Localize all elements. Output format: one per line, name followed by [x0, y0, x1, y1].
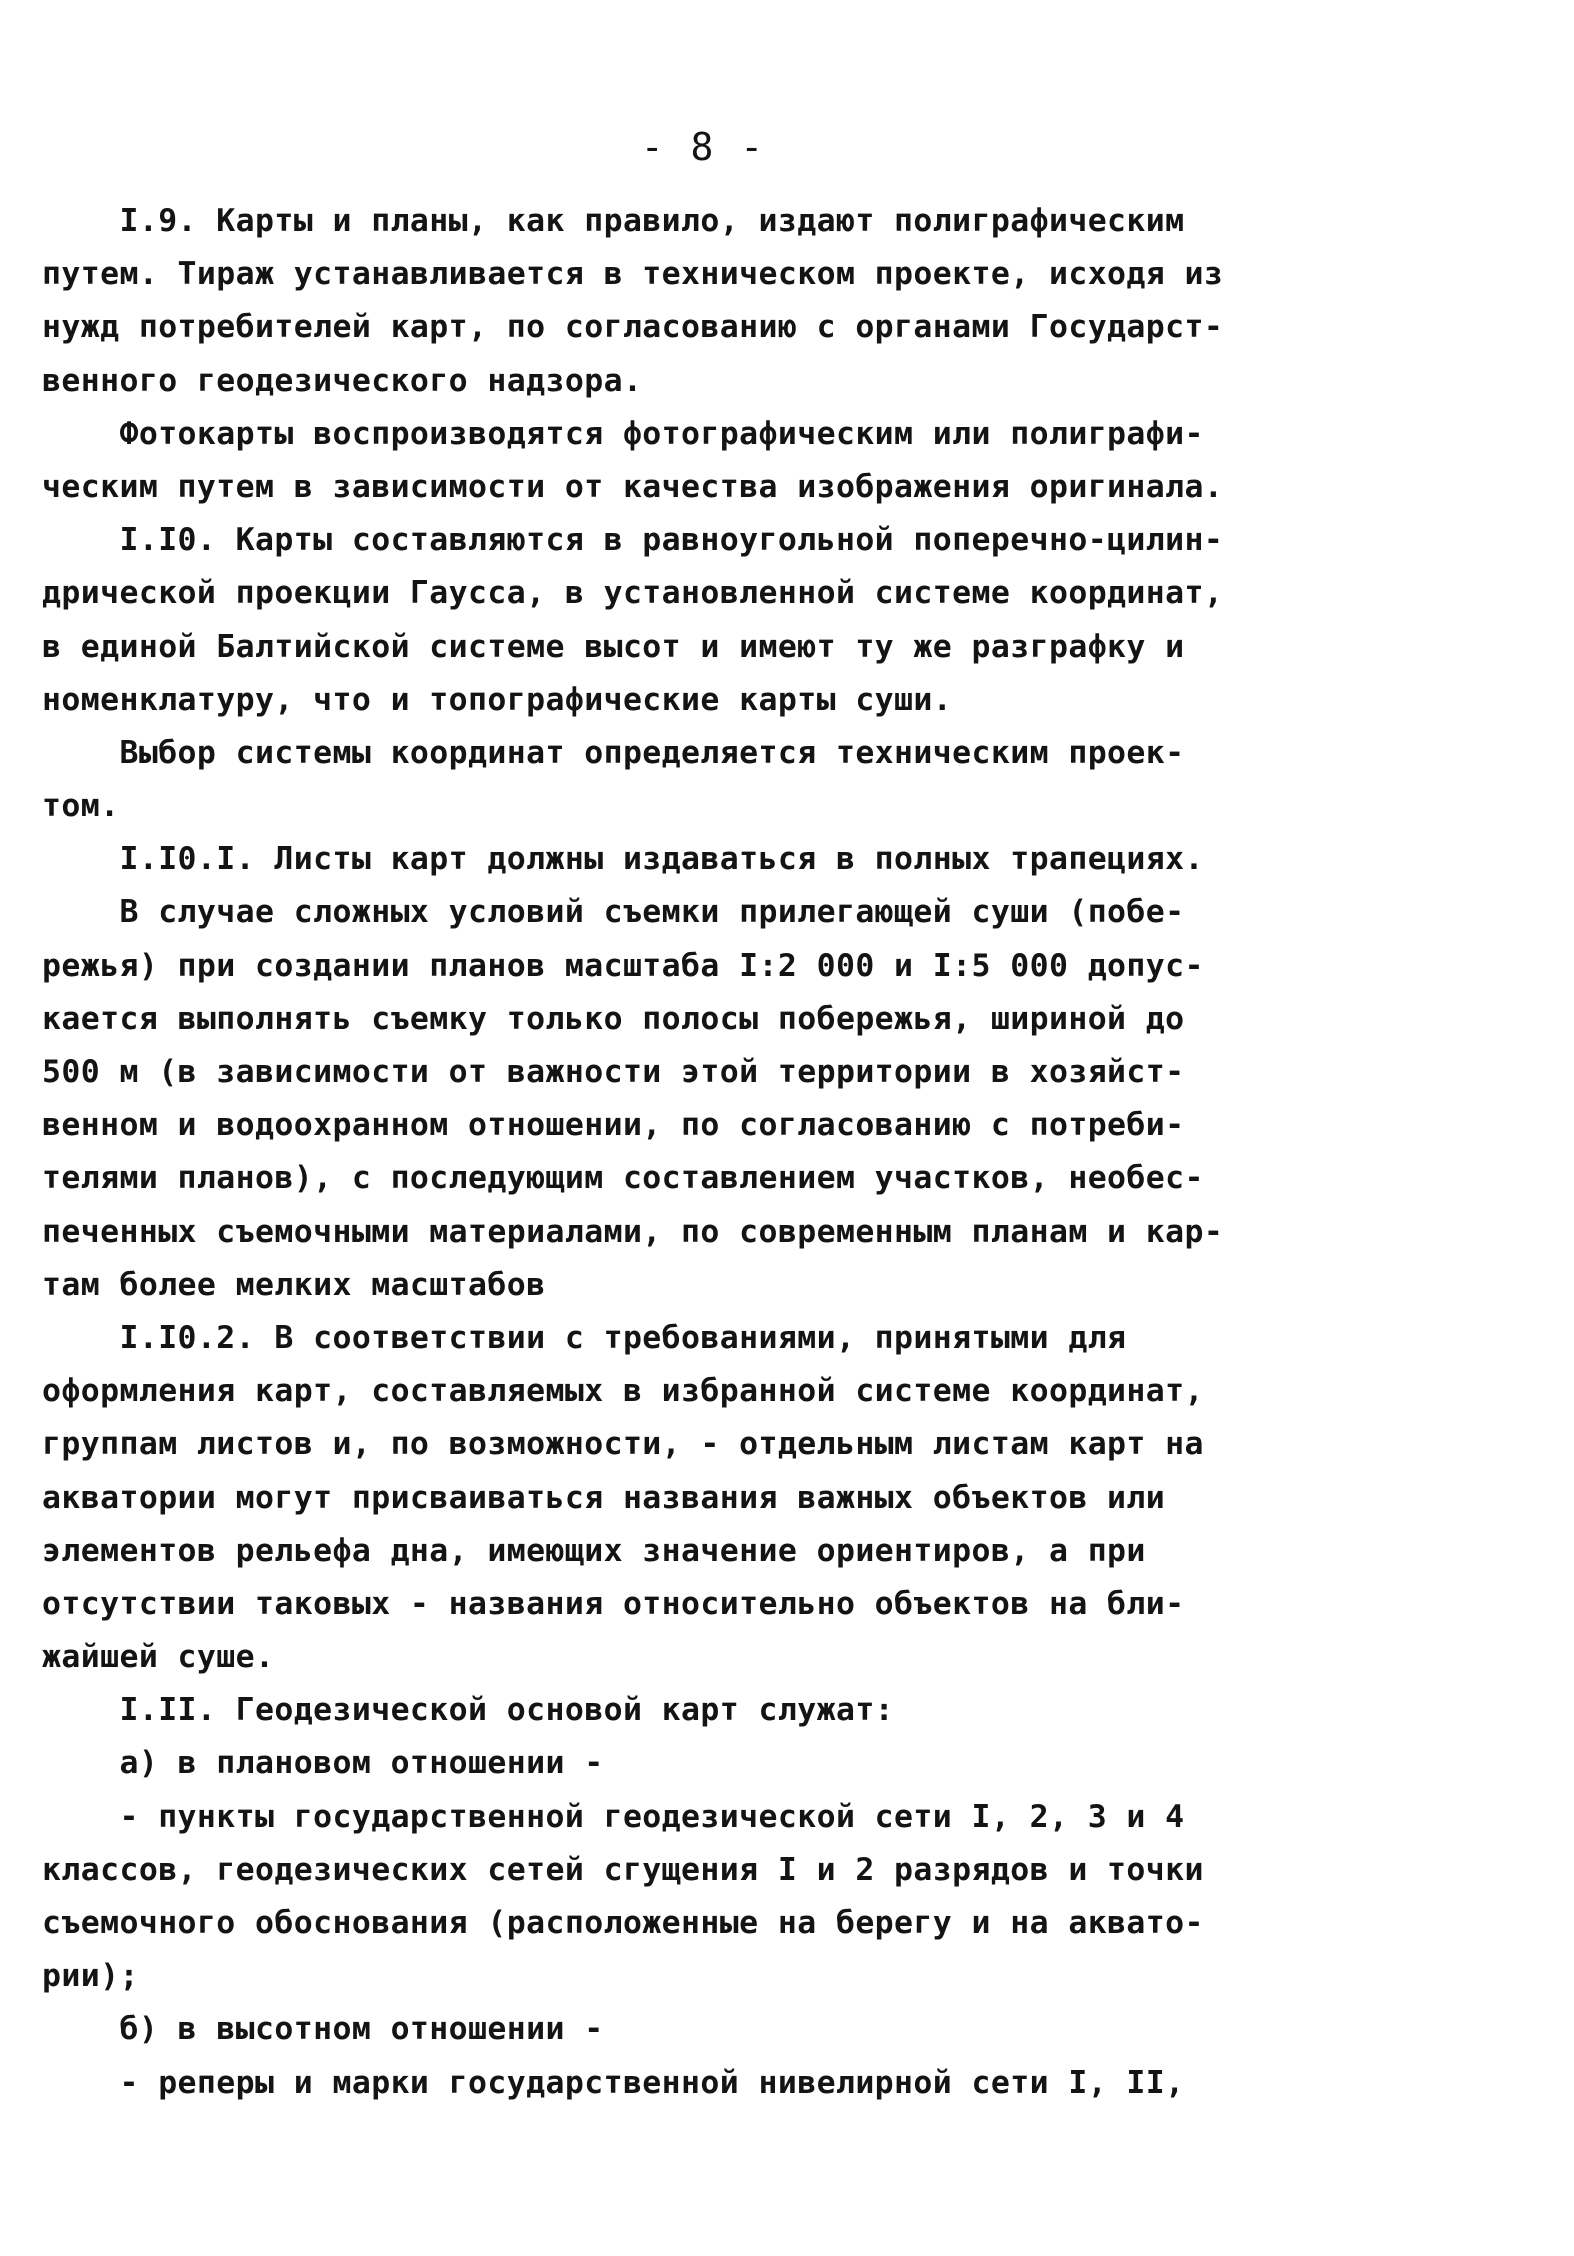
text-line: рии);: [42, 1958, 139, 1995]
text-line: В случае сложных условий съемки прилегающей суши (побе-: [42, 894, 1185, 931]
text-line: путем. Тираж устанавливается в техническом проекте, исходя из: [42, 256, 1224, 293]
text-line: группам листов и, по возможности, - отдельным листам карт на: [42, 1426, 1204, 1463]
text-line: классов, геодезических сетей сгущения I и 2 разрядов и точки: [42, 1851, 1204, 1888]
text-line: акватории могут присваиваться названия важных объектов или: [42, 1479, 1166, 1516]
text-line: жайшей суше.: [42, 1639, 275, 1676]
text-line: б) в высотном отношении -: [42, 2011, 604, 2048]
text-line: печенных съемочными материалами, по современным планам и кар-: [42, 1213, 1224, 1250]
text-line: Выбор системы координат определяется техническим проек-: [42, 734, 1185, 771]
document-body: [42, 195, 1372, 2110]
text-line: нужд потребителей карт, по согласованию с органами Государст-: [42, 309, 1224, 346]
text-line: I.9. Карты и планы, как правило, издают полиграфическим: [42, 203, 1185, 239]
text-line: режья) при создании планов масштаба I:2 000 и I:5 000 допус-: [42, 947, 1204, 984]
text-line: номенклатуру, что и топографические карты суши.: [42, 681, 953, 718]
text-line: ческим путем в зависимости от качества изображения оригинала.: [42, 468, 1224, 505]
text-line: I.II. Геодезической основой карт служат:: [42, 1692, 895, 1729]
page-number: - 8 -: [640, 125, 766, 169]
text-line: - пункты государственной геодезической сети I, 2, 3 и 4: [42, 1798, 1185, 1835]
text-line: I.I0.2. В соответствии с требованиями, принятыми для: [42, 1319, 1127, 1356]
text-line: дрической проекции Гаусса, в установленной системе координат,: [42, 575, 1224, 612]
text-line: телями планов), с последующим составлением участков, необес-: [42, 1160, 1204, 1197]
text-line: оформления карт, составляемых в избранной системе координат,: [42, 1373, 1204, 1410]
text-line: в единой Балтийской системе высот и имеют ту же разграфку и: [42, 628, 1185, 665]
text-line: Фотокарты воспроизводятся фотографическим или полиграфи-: [42, 415, 1204, 452]
text-line: элементов рельефа дна, имеющих значение ориентиров, а при: [42, 1532, 1146, 1569]
text-line: I.I0.I. Листы карт должны издаваться в полных трапециях.: [42, 841, 1204, 878]
text-line: - реперы и марки государственной нивелирной сети I, II,: [42, 2064, 1185, 2101]
text-line: I.I0. Карты составляются в равноугольной поперечно-цилин-: [42, 522, 1224, 559]
text-line: 500 м (в зависимости от важности этой территории в хозяйст-: [42, 1054, 1185, 1090]
text-line: том.: [42, 788, 120, 825]
text-line: венного геодезического надзора.: [42, 362, 643, 399]
text-line: съемочного обоснования (расположенные на берегу и на аквато-: [42, 1905, 1204, 1941]
text-line: венном и водоохранном отношении, по согласованию с потреби-: [42, 1107, 1185, 1144]
text-line: отсутствии таковых - названия относительно объектов на бли-: [42, 1585, 1185, 1622]
text-line: а) в плановом отношении -: [42, 1745, 604, 1782]
text-line: кается выполнять съемку только полосы побережья, шириной до: [42, 1000, 1185, 1037]
text-line: там более мелких масштабов: [42, 1266, 546, 1303]
